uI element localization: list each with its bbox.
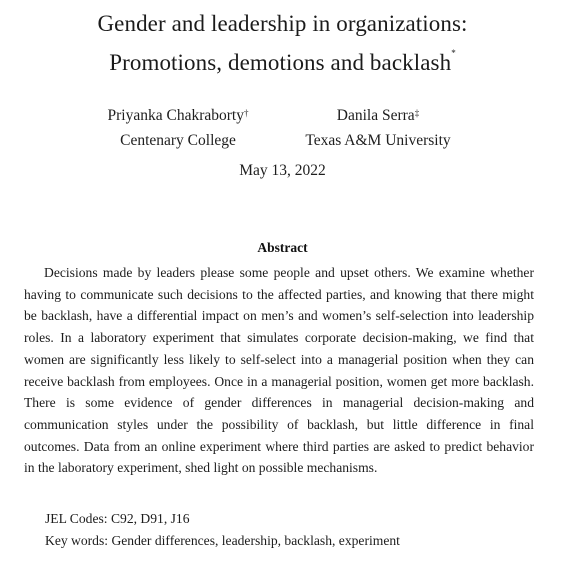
author-1	[78, 103, 278, 153]
author-1-line	[78, 103, 278, 128]
abstract-text: Decisions made by leaders please some people and upset others. We examine whether having to communicate such decisions to the affected parties, and knowing that there might be backlash, have a differential impact on men’s and women’s self-selection into leadership roles. In a laboratory experiment that simulates corporate decision-making, we find that women are significantly less likely to self-select into a managerial position when they can receive backlash from employees. Once in a managerial position, women get more backlash. There is some evidence of gender differences in managerial decision-making and communication styles under the possibility of backlash, but little difference in final outcomes. Data from an online experiment where third parties are asked to predict behavior in the laboratory experiment, shed light on possible mechanisms.	[24, 265, 534, 476]
keywords: Key words: Gender differences, leadership, backlash, experiment	[45, 533, 400, 548]
title-footnote-mark: *	[451, 48, 456, 58]
paper-title-line-2	[0, 48, 565, 75]
author-2	[278, 103, 478, 153]
title-line-2-text: Promotions, demotions and backlash	[109, 50, 452, 75]
author-1-affiliation: Centenary College	[120, 132, 236, 149]
author-1-footnote-mark: †	[243, 108, 249, 118]
abstract-heading: Abstract	[257, 240, 308, 255]
author-2-affiliation: Texas A&M University	[305, 132, 451, 149]
author-1-name: Priyanka Chakraborty	[107, 107, 244, 124]
paper-date: May 13, 2022	[239, 162, 326, 179]
paper-title-line-1	[0, 12, 565, 35]
jel-codes: JEL Codes: C92, D91, J16	[45, 511, 190, 526]
title-line-1-text: Gender and leadership in organizations:	[97, 11, 468, 36]
author-block	[0, 103, 565, 163]
author-2-footnote-mark: ‡	[414, 108, 420, 118]
author-2-name: Danila Serra	[336, 107, 415, 124]
author-2-line	[278, 103, 478, 128]
